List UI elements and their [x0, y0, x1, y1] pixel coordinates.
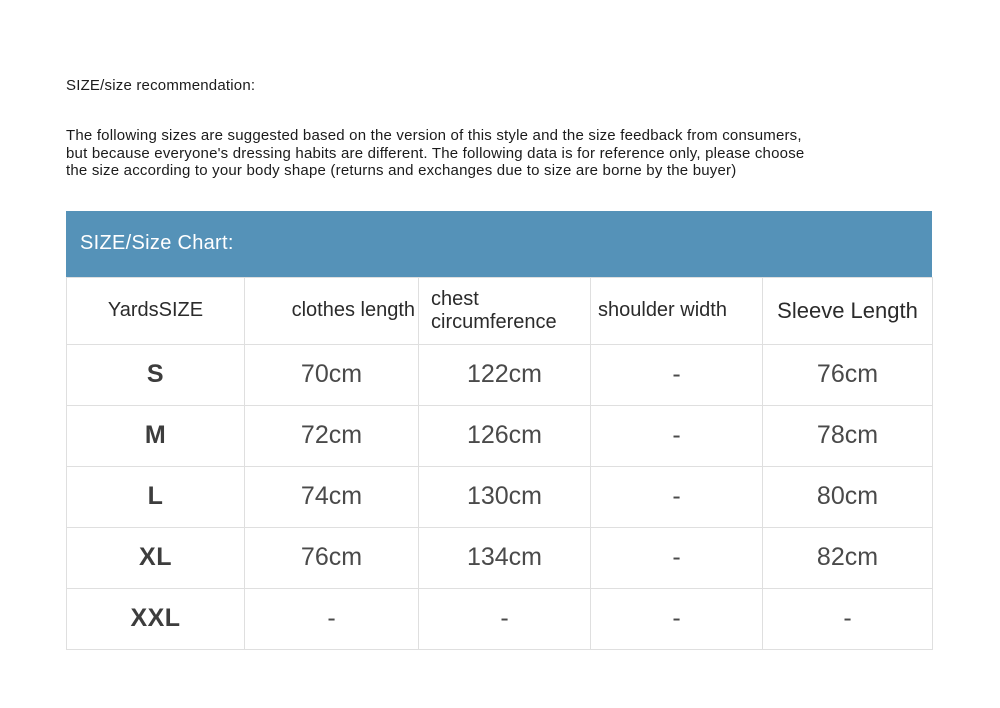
cell-s-clothes-length: 70cm: [245, 344, 419, 405]
table-row-m: [67, 405, 933, 466]
cell-m-shoulder: -: [591, 405, 763, 466]
cell-size-m: M: [67, 405, 245, 466]
column-header-sleeve-length: Sleeve Length: [763, 277, 933, 344]
cell-s-shoulder: -: [591, 344, 763, 405]
table-row-l: [67, 466, 933, 527]
table-row-s: [67, 344, 933, 405]
cell-m-sleeve: 78cm: [763, 405, 933, 466]
cell-xl-clothes-length: 76cm: [245, 527, 419, 588]
cell-m-chest: 126cm: [419, 405, 591, 466]
column-header-clothes-length: clothes length: [245, 277, 419, 344]
paragraph-line-2: but because everyone's dressing habits are different. The following data is for reference only, please choose: [66, 144, 805, 162]
table-row-xxl: [67, 588, 933, 649]
cell-l-sleeve: 80cm: [763, 466, 933, 527]
size-recommendation-heading: SIZE/size recommendation:: [66, 77, 256, 94]
cell-s-chest: 122cm: [419, 344, 591, 405]
cell-m-clothes-length: 72cm: [245, 405, 419, 466]
cell-xl-chest: 134cm: [419, 527, 591, 588]
cell-xxl-sleeve: -: [763, 588, 933, 649]
cell-xl-sleeve: 82cm: [763, 527, 933, 588]
paragraph-line-1: The following sizes are suggested based on the version of this style and the size feedback from consumers,: [66, 127, 802, 144]
cell-l-shoulder: -: [591, 466, 763, 527]
cell-size-s: S: [67, 344, 245, 405]
cell-l-clothes-length: 74cm: [245, 466, 419, 527]
cell-s-sleeve: 76cm: [763, 344, 933, 405]
cell-xxl-chest: -: [419, 588, 591, 649]
cell-size-xl: XL: [67, 527, 245, 588]
size-info-section: [66, 0, 932, 650]
table-header-row: [67, 277, 933, 344]
size-chart-title: SIZE/Size Chart:: [80, 232, 234, 255]
size-chart-table: [66, 277, 933, 650]
paragraph-line-3: the size according to your body shape (returns and exchanges due to size are borne by the buyer): [66, 162, 737, 180]
size-recommendation-paragraph: [66, 127, 932, 180]
column-header-chest-circumference: chest circumference: [419, 277, 591, 344]
column-header-shoulder-width: shoulder width: [591, 277, 763, 344]
cell-xxl-clothes-length: -: [245, 588, 419, 649]
cell-size-xxl: XXL: [67, 588, 245, 649]
cell-xl-shoulder: -: [591, 527, 763, 588]
size-chart-title-bar: [66, 211, 932, 277]
cell-size-l: L: [67, 466, 245, 527]
table-row-xl: [67, 527, 933, 588]
column-header-yards-size: YardsSIZE: [67, 277, 245, 344]
cell-xxl-shoulder: -: [591, 588, 763, 649]
cell-l-chest: 130cm: [419, 466, 591, 527]
